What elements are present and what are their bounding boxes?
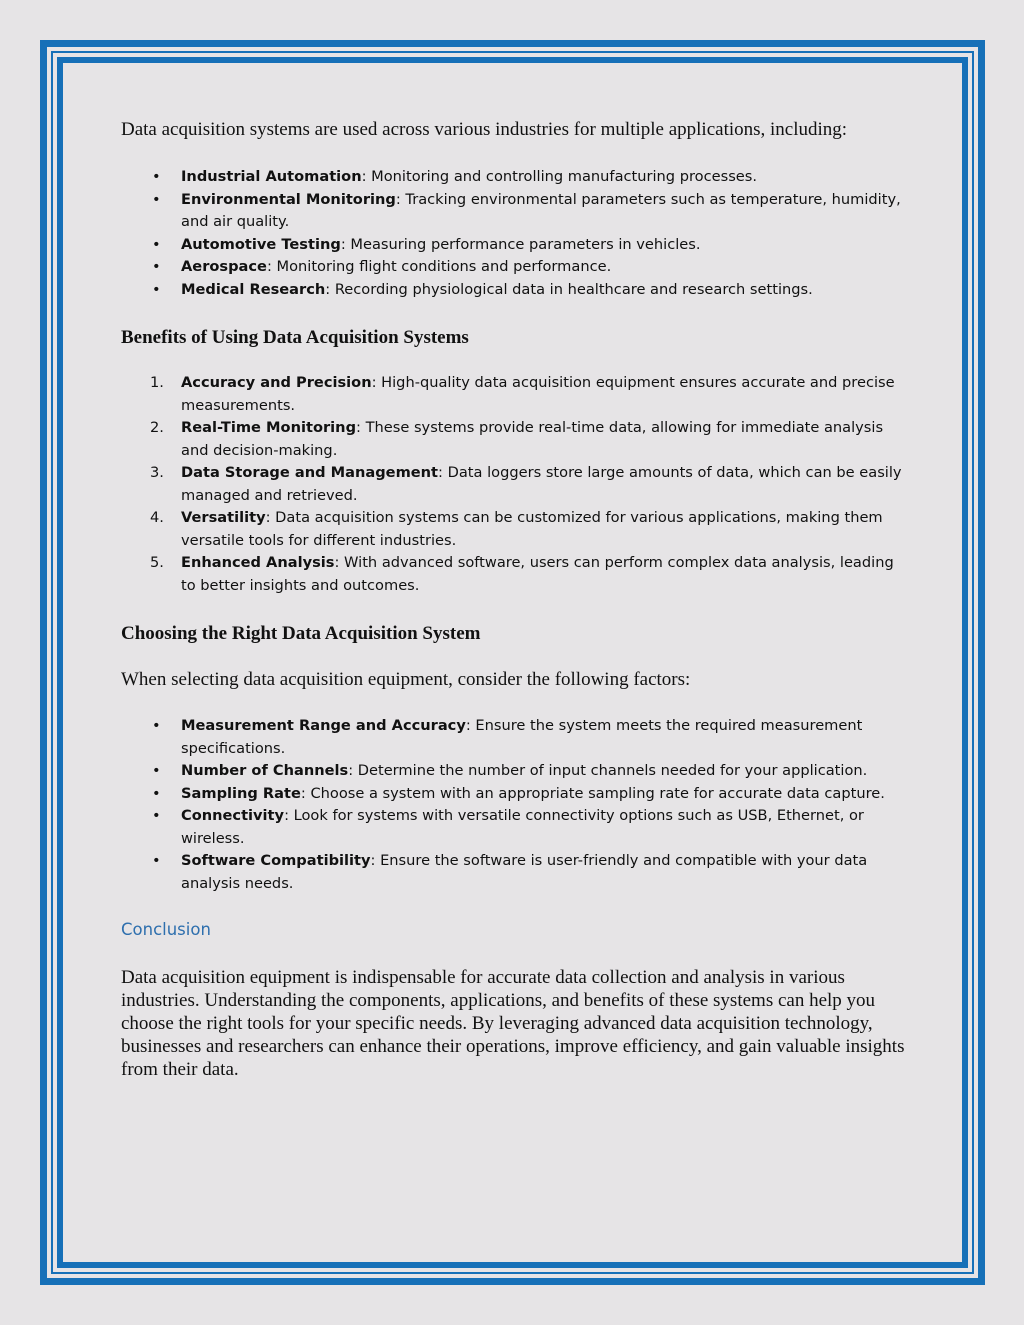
list-item-description: : Monitoring and controlling manufacturing processes. — [361, 168, 758, 185]
list-item-term: Number of Channels — [181, 762, 349, 779]
list-item-description: : Ensure the software is user-friendly and compatible with your data analysis needs. — [181, 852, 868, 892]
list-item-description: : Tracking environmental parameters such as temperature, humidity, and air quality. — [181, 190, 901, 230]
list-item-description: : With advanced software, users can perform complex data analysis, leading to better insights and outcomes. — [181, 554, 894, 594]
list-item-description: : Determine the number of input channels needed for your application. — [348, 762, 868, 779]
conclusion-body: Data acquisition equipment is indispensable for accurate data collection and analysis in various industries. Understanding the components, applications, and benefits of these systems can help you choose the right tools for your specific needs. By leveraging advanced data acquisition technology, businesses and researchers can enhance their operations, improve efficiency, and gain valuable insights from their data. — [121, 967, 905, 1080]
list-item-term: Real-Time Monitoring — [181, 419, 357, 436]
list-item — [121, 850, 911, 895]
list-item-description: : Monitoring flight conditions and performance. — [266, 258, 612, 275]
bullet-icon: • — [152, 717, 161, 734]
bullet-icon: • — [152, 190, 161, 208]
list-number: 3. — [150, 464, 164, 481]
list-item — [121, 279, 911, 302]
list-item-description: : Data acquisition systems can be customized for various applications, making them versatile tools for different industries. — [181, 509, 883, 549]
bullet-icon: • — [152, 258, 161, 275]
list-item-description: : Measuring performance parameters in vehicles. — [340, 235, 701, 253]
list-number: 2. — [150, 419, 164, 436]
list-item — [121, 552, 911, 597]
list-item-term: Data Storage and Management — [181, 464, 439, 481]
list-item-term: Sampling Rate — [181, 784, 301, 802]
list-item-term: Automotive Testing — [181, 235, 341, 253]
choosing-heading: Choosing the Right Data Acquisition System — [121, 623, 481, 644]
list-item — [121, 462, 911, 507]
list-item-term: Industrial Automation — [181, 168, 362, 185]
bullet-icon: • — [152, 762, 161, 779]
list-item — [121, 760, 911, 783]
list-item-term: Software Compatibility — [181, 852, 371, 869]
list-item-term: Environmental Monitoring — [181, 190, 396, 208]
choosing-intro: When selecting data acquisition equipment, consider the following factors: — [121, 669, 691, 690]
benefits-list — [121, 372, 911, 597]
list-item-term: Medical Research — [181, 280, 326, 298]
list-item — [121, 417, 911, 462]
list-item — [121, 783, 911, 806]
list-item — [121, 256, 911, 279]
list-number: 4. — [150, 509, 164, 526]
list-number: 5. — [150, 554, 164, 571]
list-item-description: : These systems provide real-time data, allowing for immediate analysis and decision-making. — [181, 419, 884, 459]
applications-list — [121, 166, 911, 301]
bullet-icon: • — [152, 235, 161, 253]
list-item — [121, 189, 911, 234]
applications-intro: Data acquisition systems are used across various industries for multiple applications, including: — [121, 119, 848, 140]
list-item-description: : Choose a system with an appropriate sampling rate for accurate data capture. — [300, 784, 885, 802]
list-item — [121, 234, 911, 257]
bullet-icon: • — [152, 807, 161, 824]
list-item-description: : Look for systems with versatile connectivity options such as USB, Ethernet, or wireless. — [181, 807, 864, 847]
benefits-heading: Benefits of Using Data Acquisition Systems — [121, 327, 469, 348]
bullet-icon: • — [152, 784, 161, 802]
bullet-icon: • — [152, 168, 161, 185]
list-number: 1. — [150, 374, 164, 391]
document-body — [121, 118, 911, 1081]
list-item-term: Enhanced Analysis — [181, 554, 335, 571]
list-item-description: : Ensure the system meets the required measurement specifications. — [181, 717, 863, 757]
list-item-term: Versatility — [181, 509, 266, 526]
list-item — [121, 715, 911, 760]
list-item — [121, 805, 911, 850]
list-item — [121, 372, 911, 417]
list-item-description: : Recording physiological data in healthcare and research settings. — [325, 280, 813, 298]
factors-list — [121, 715, 911, 895]
list-item-description: : High-quality data acquisition equipment ensures accurate and precise measurements. — [181, 374, 895, 414]
list-item-term: Measurement Range and Accuracy — [181, 717, 466, 734]
bullet-icon: • — [152, 852, 161, 869]
list-item-term: Aerospace — [181, 258, 267, 275]
list-item-description: : Data loggers store large amounts of data, which can be easily managed and retrieved. — [181, 464, 902, 504]
list-item-term: Accuracy and Precision — [181, 374, 372, 391]
list-item — [121, 166, 911, 189]
list-item — [121, 507, 911, 552]
conclusion-heading: Conclusion — [121, 920, 211, 939]
list-item-term: Connectivity — [181, 807, 285, 824]
bullet-icon: • — [152, 280, 161, 298]
